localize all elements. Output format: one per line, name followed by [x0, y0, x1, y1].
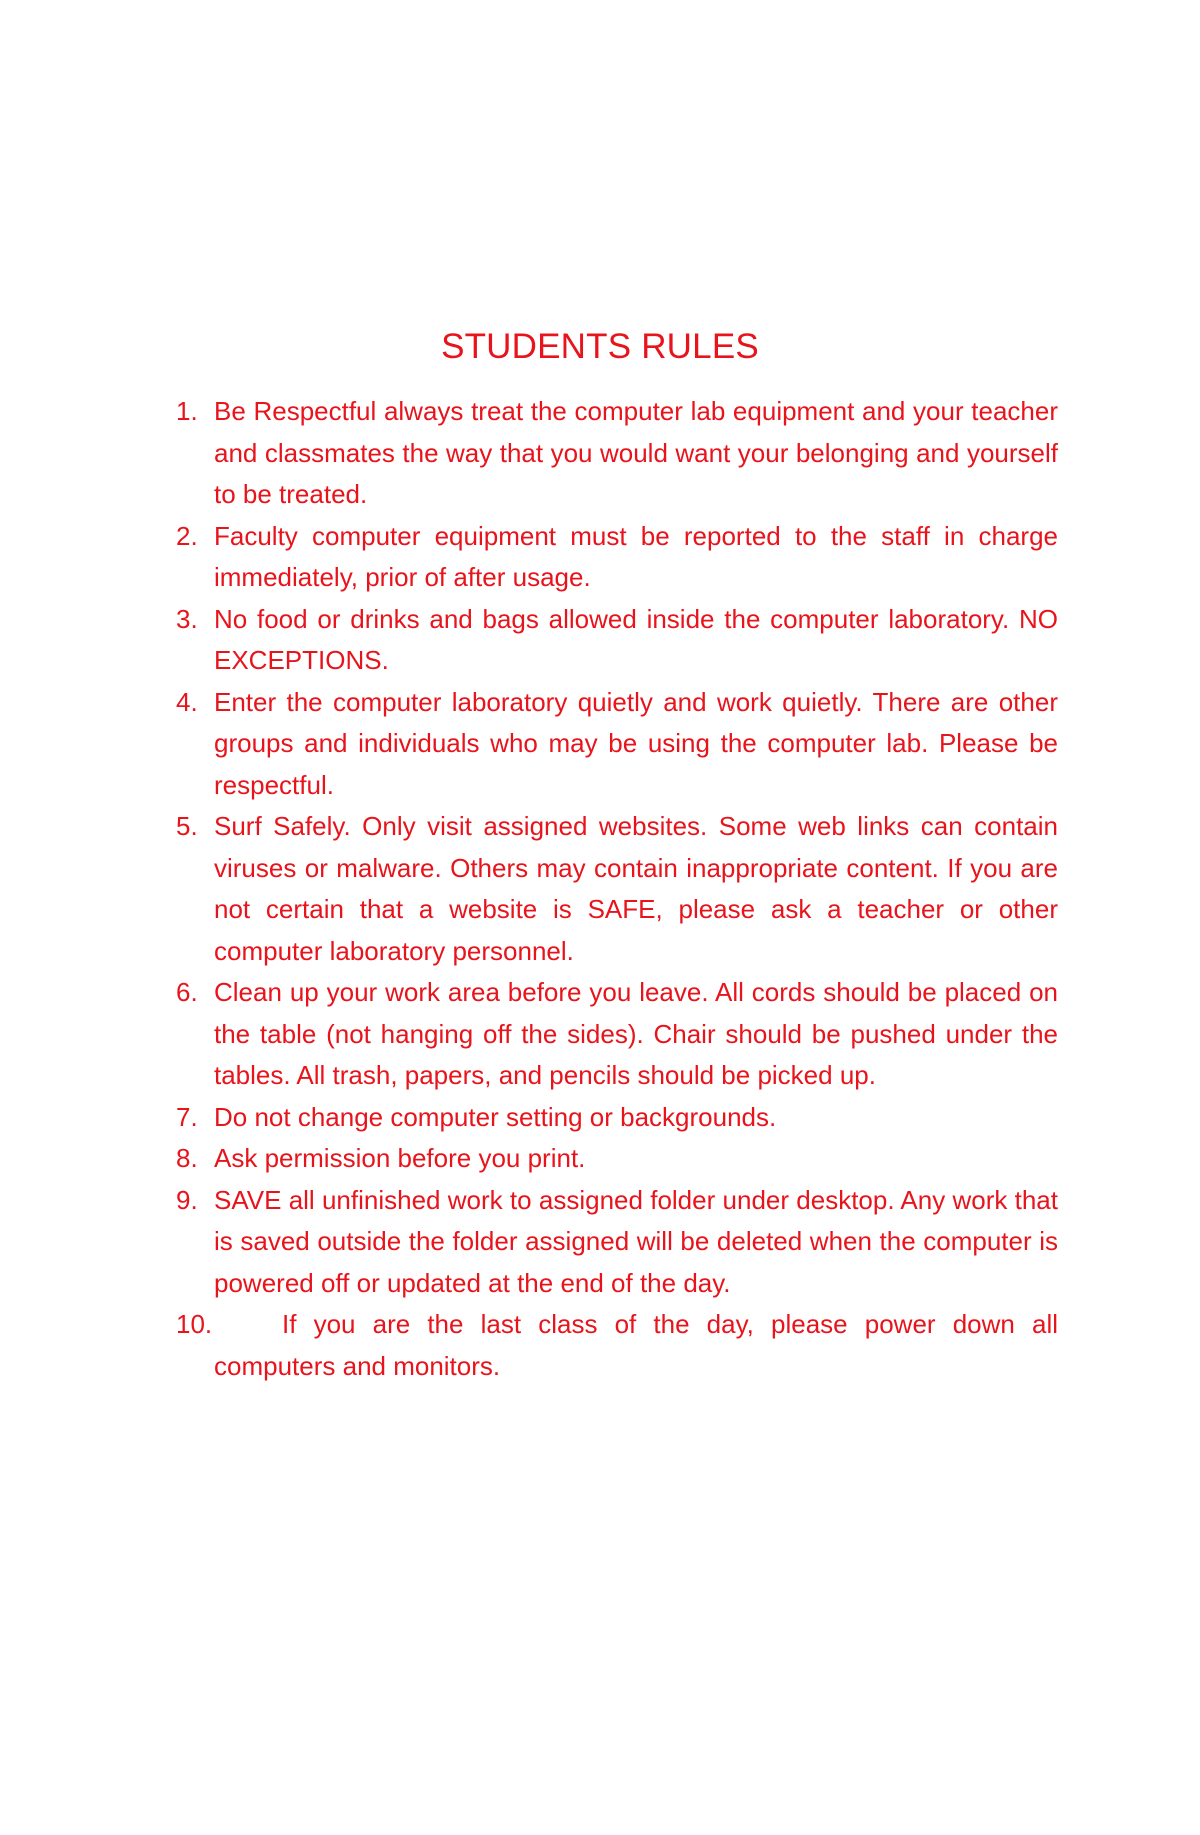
- rule-item-10: [176, 1304, 1058, 1387]
- rule-number: 9.: [176, 1184, 198, 1215]
- rule-text: Clean up your work area before you leave. All cords should be placed on the table (not hanging off the sides). Chair should be pushed under the tables. All trash, papers, and pencils should be picked up.: [214, 977, 1058, 1090]
- rule-text: Faculty computer equipment must be reported to the staff in charge immediately, prior of after usage.: [214, 520, 1058, 592]
- rule-text: Enter the computer laboratory quietly and work quietly. There are other groups and individuals who may be using the computer lab. Please be respectful.: [214, 686, 1058, 800]
- page-title: STUDENTS RULES: [441, 327, 759, 366]
- rule-number: 10.: [176, 1309, 213, 1339]
- rule-number: 3.: [176, 603, 198, 634]
- rule-item-5: [176, 806, 1058, 972]
- rule-text: If you are the last class of the day, please power down all computers and monitors.: [214, 1309, 1058, 1381]
- rule-text: Ask permission before you print.: [214, 1143, 586, 1173]
- rule-text: Surf Safely. Only visit assigned websites. Some web links can contain viruses or malware. Others may contain inappropriate content. If you are not certain that a website is SAFE, please ask a teacher or other computer laboratory personnel.: [214, 811, 1058, 966]
- rule-item-3: [176, 599, 1058, 682]
- rule-number: 5.: [176, 811, 198, 841]
- rule-number: 7.: [176, 1101, 198, 1132]
- rule-item-8: [176, 1138, 1058, 1180]
- rule-number: 1.: [176, 396, 198, 426]
- rule-item-9: [176, 1180, 1058, 1305]
- rule-number: 2.: [176, 520, 198, 551]
- rule-number: 4.: [176, 686, 198, 717]
- rule-text: Be Respectful always treat the computer lab equipment and your teacher and classmates the way that you would want your belonging and yourself to be treated.: [214, 396, 1058, 509]
- rule-number: 8.: [176, 1143, 198, 1173]
- rule-text: Do not change computer setting or backgrounds.: [214, 1101, 777, 1132]
- rule-item-4: [176, 682, 1058, 807]
- rule-number: 6.: [176, 977, 198, 1007]
- rule-item-6: [176, 972, 1058, 1097]
- rule-item-2: [176, 516, 1058, 599]
- rule-item-1: [176, 391, 1058, 516]
- rule-text: No food or drinks and bags allowed inside the computer laboratory. NO EXCEPTIONS.: [214, 603, 1058, 675]
- rules-list: [176, 391, 1058, 1387]
- rule-text: SAVE all unfinished work to assigned folder under desktop. Any work that is saved outside the folder assigned will be deleted when the computer is powered off or updated at the end of the day.: [214, 1184, 1058, 1298]
- rule-item-7: [176, 1097, 1058, 1139]
